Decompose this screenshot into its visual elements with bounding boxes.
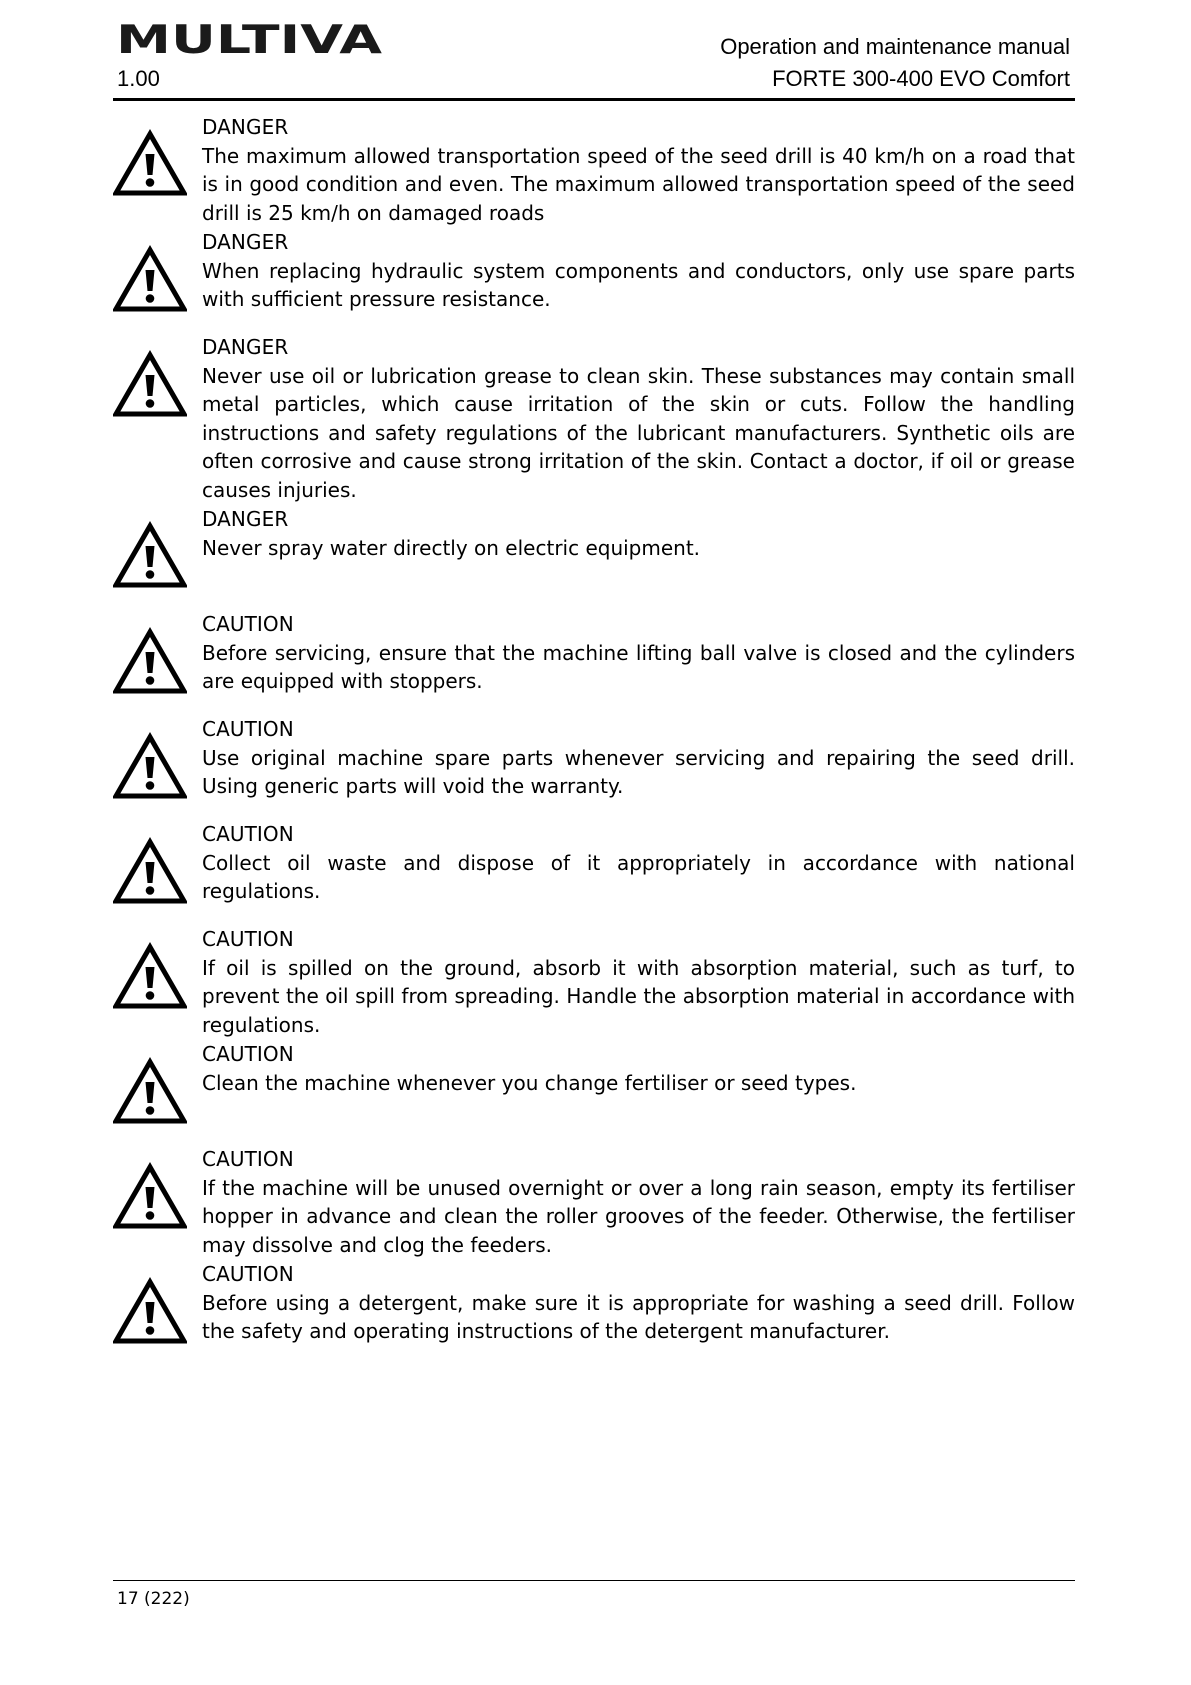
notice-label: CAUTION bbox=[202, 717, 294, 741]
notice-label: CAUTION bbox=[202, 1042, 294, 1066]
warning-triangle-icon bbox=[113, 1057, 187, 1125]
safety-notice bbox=[113, 925, 1075, 1039]
document-model: FORTE 300-400 EVO Comfort bbox=[772, 66, 1070, 91]
warning-triangle-icon bbox=[113, 245, 187, 313]
safety-notice bbox=[113, 820, 1075, 906]
safety-notice bbox=[113, 228, 1075, 314]
warning-triangle-icon bbox=[113, 129, 187, 197]
safety-notice bbox=[113, 1145, 1075, 1259]
warning-triangle-icon bbox=[113, 942, 187, 1010]
safety-notice bbox=[113, 1040, 1075, 1097]
notice-text: Use original machine spare parts whenever servicing and repairing the seed drill. Using generic parts will void the warranty. bbox=[202, 745, 1075, 799]
warning-triangle-icon bbox=[113, 1162, 187, 1230]
page-number: 17 (222) bbox=[117, 1589, 190, 1609]
svg-text:MULTIVA: MULTIVA bbox=[116, 20, 382, 56]
warning-triangle-icon bbox=[113, 350, 187, 418]
safety-notice bbox=[113, 715, 1075, 801]
notice-label: CAUTION bbox=[202, 822, 294, 846]
document-version: 1.00 bbox=[117, 66, 160, 91]
footer-divider bbox=[113, 1580, 1075, 1581]
warning-triangle-icon bbox=[113, 837, 187, 905]
notice-label: DANGER bbox=[202, 335, 289, 359]
warning-triangle-icon bbox=[113, 732, 187, 800]
notice-text: Collect oil waste and dispose of it appropriately in accordance with national regulations. bbox=[202, 850, 1075, 904]
safety-notice bbox=[113, 113, 1075, 227]
notice-label: DANGER bbox=[202, 507, 289, 531]
notice-label: CAUTION bbox=[202, 1147, 294, 1171]
notice-text: Clean the machine whenever you change fertiliser or seed types. bbox=[202, 1070, 857, 1095]
notice-text: When replacing hydraulic system components and conductors, only use spare parts with sufficient pressure resistance. bbox=[202, 258, 1075, 312]
warning-triangle-icon bbox=[113, 627, 187, 695]
notice-label: DANGER bbox=[202, 230, 289, 254]
notice-text: Before servicing, ensure that the machine lifting ball valve is closed and the cylinders are equipped with stoppers. bbox=[202, 640, 1075, 694]
safety-notice bbox=[113, 505, 1075, 562]
notice-label: DANGER bbox=[202, 115, 289, 139]
notice-text: If oil is spilled on the ground, absorb it with absorption material, such as turf, to prevent the oil spill from spreading. Handle the absorption material in accordance with regulations. bbox=[202, 955, 1075, 1037]
notice-text: Before using a detergent, make sure it is appropriate for washing a seed drill. Follow the safety and operating instructions of the detergent manufacturer. bbox=[202, 1290, 1075, 1344]
warning-triangle-icon bbox=[113, 1277, 187, 1345]
notice-text: Never use oil or lubrication grease to clean skin. These substances may contain small metal particles, which cause irritation of the skin or cuts. Follow the handling instructions and safety regulations of the lubricant manufacturers. Synthetic oils are often corrosive and cause strong irritation of the skin. Contact a doctor, if oil or grease causes injuries. bbox=[202, 363, 1075, 502]
notice-text: If the machine will be unused overnight or over a long rain season, empty its fertiliser hopper in advance and clean the roller grooves of the feeder. Otherwise, the fertiliser may dissolve and clog the feeders. bbox=[202, 1175, 1075, 1257]
notice-text: The maximum allowed transportation speed of the seed drill is 40 km/h on a road that is in good condition and even. The maximum allowed transportation speed of the seed drill is 25 km/h on damaged roads bbox=[202, 143, 1075, 225]
warning-triangle-icon bbox=[113, 521, 187, 589]
notice-label: CAUTION bbox=[202, 612, 294, 636]
notice-text: Never spray water directly on electric equipment. bbox=[202, 535, 701, 560]
safety-notice bbox=[113, 610, 1075, 696]
safety-notice bbox=[113, 1260, 1075, 1346]
notice-label: CAUTION bbox=[202, 1262, 294, 1286]
safety-notice bbox=[113, 333, 1075, 505]
document-title: Operation and maintenance manual bbox=[720, 34, 1070, 59]
notice-label: CAUTION bbox=[202, 927, 294, 951]
